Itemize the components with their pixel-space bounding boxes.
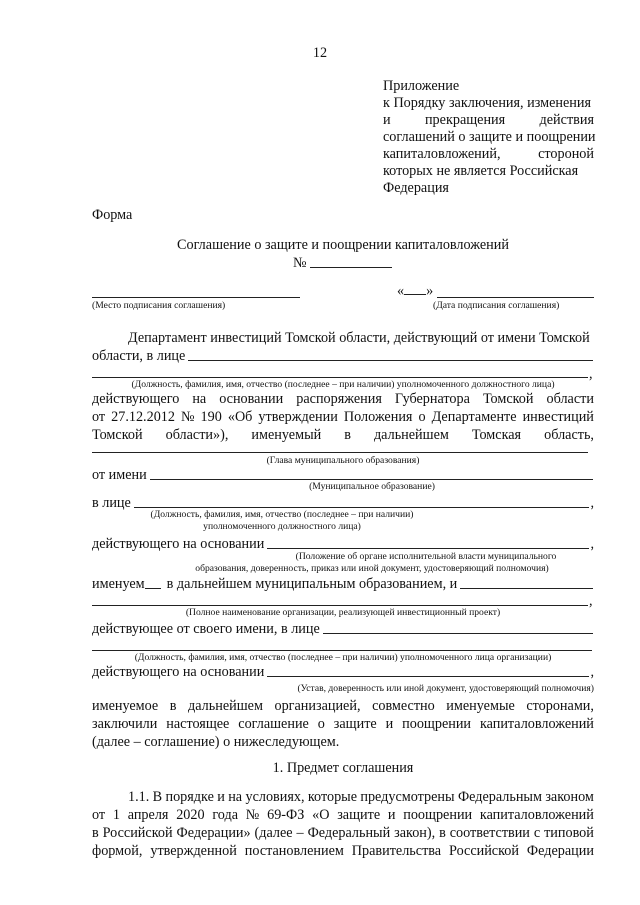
word: настоящее [166, 716, 230, 732]
word: на [228, 789, 243, 805]
word: в [92, 825, 99, 841]
word: основании [219, 391, 284, 407]
head-blank[interactable] [92, 452, 588, 453]
word: апреля [127, 807, 169, 823]
word: в [439, 825, 446, 841]
in-person-label: в лице [92, 495, 131, 511]
named-ending-blank[interactable] [145, 588, 161, 589]
word: – [296, 825, 304, 841]
word: Федеральным [457, 789, 542, 805]
date-day-blank[interactable] [404, 283, 426, 295]
date-quote-close: » [426, 283, 434, 299]
basis-line-2 [92, 408, 594, 426]
word: от [92, 807, 106, 823]
party1-person-blank[interactable] [188, 360, 593, 361]
word: соответствии [449, 825, 530, 841]
word: о [317, 716, 325, 732]
word: В [152, 789, 163, 805]
word: Губернатора [394, 391, 470, 407]
word: Томская [471, 427, 522, 443]
word: капиталовложений [479, 807, 594, 823]
annex-word: капиталовложений, [383, 146, 501, 162]
word: область, [544, 427, 594, 443]
word: условиях, [245, 789, 305, 805]
word: Томской [482, 391, 534, 407]
word: о [418, 409, 426, 425]
caption-basis-line1: (Положение об органе исполнительной власти муниципального [295, 551, 557, 562]
word: (далее [254, 825, 293, 841]
comma: , [590, 495, 594, 511]
word: порядке [165, 789, 214, 805]
word: от [92, 409, 106, 425]
word: с [533, 825, 541, 841]
caption-org: (Полное наименование организации, реализующей инвестиционный проект) [185, 607, 501, 618]
word: Томской [92, 427, 143, 443]
word: «О [312, 807, 330, 823]
annex-word: к Порядку заключения, изменения [383, 95, 591, 111]
word: и [385, 716, 394, 732]
caption-basis-line2: образования, доверенность, приказ или иной документ, удостоверяющий полномочия) [195, 563, 549, 574]
annex-word: стороной [538, 146, 594, 162]
word: организацией, [274, 698, 361, 714]
word: года [212, 807, 239, 823]
party1-intro: Департамент инвестиций Томской области, действующий от имени Томской [128, 330, 590, 346]
caption-official2-line1: (Должность, фамилия, имя, отчество (последнее – при наличии) [150, 509, 414, 520]
word: утвержденной [150, 843, 237, 859]
conclusion-line-1 [92, 697, 594, 715]
org-official-blank[interactable] [92, 650, 592, 651]
word: в [344, 427, 351, 443]
word: действующего [92, 391, 180, 407]
word: области [546, 391, 594, 407]
word: совместно [372, 698, 435, 714]
annex-line [383, 95, 594, 112]
word: Российской [449, 843, 519, 859]
word: защите [337, 807, 381, 823]
acting-basis-label: действующего на основании [92, 536, 265, 552]
word: защите [333, 716, 377, 732]
named-prefix: именуем [92, 576, 145, 592]
word: в [169, 698, 177, 714]
form-label: Форма [92, 207, 133, 223]
section1-title: 1. Предмет соглашения [272, 760, 414, 776]
org-blank[interactable] [92, 605, 588, 606]
word: законом [545, 789, 594, 805]
word: которые [307, 789, 357, 805]
annex-word: Приложение [383, 78, 460, 94]
named-line [92, 575, 594, 593]
word: Российской [102, 825, 173, 841]
word: формой, [92, 843, 143, 859]
annex-block [383, 78, 594, 197]
word: Правительства [351, 843, 442, 859]
word: 27.12.2012 [111, 409, 175, 425]
word: № [180, 409, 195, 425]
basis-line-1 [92, 390, 594, 408]
word: именуемые [446, 698, 515, 714]
word: поощрении [403, 807, 473, 823]
acting-basis2-blank[interactable] [267, 676, 589, 677]
caption-head: (Глава муниципального образования) [266, 455, 420, 466]
annex-word: и [383, 112, 391, 128]
comma: , [589, 593, 593, 609]
word: области»), [165, 427, 229, 443]
annex-line [383, 163, 594, 180]
word: 69-ФЗ [267, 807, 305, 823]
basis-line-3 [92, 426, 594, 444]
agreement-number [293, 254, 393, 272]
acting-own-label: действующее от своего имени, в лице [92, 621, 320, 637]
word: капиталовложений [479, 716, 594, 732]
word: дальнейшем [373, 427, 449, 443]
acting-basis-blank[interactable] [267, 548, 589, 549]
on-behalf-label: от имени [92, 467, 147, 483]
clause-1-1-line-1 [128, 788, 594, 806]
party1-person-line [92, 347, 594, 365]
number-sign: № [293, 255, 307, 271]
word: и [387, 807, 396, 823]
clause-1-1-line-3 [92, 824, 594, 842]
caption-org-official: (Должность, фамилия, имя, отчество (последнее – при наличии) уполномоченного лица организации) [134, 652, 552, 663]
word: дальнейшем [188, 698, 263, 714]
word: Департаменте [431, 409, 517, 425]
word: 1.1. [128, 789, 150, 805]
date-quote-open: « [397, 283, 405, 299]
date-blank[interactable] [437, 297, 594, 298]
annex-line [383, 78, 594, 95]
annex-line [383, 129, 594, 146]
official-blank[interactable] [92, 377, 588, 378]
place-blank[interactable] [92, 297, 300, 298]
conclusion-line-3: (далее – соглашение) о нижеследующем. [92, 734, 340, 750]
word: именуемое [92, 698, 159, 714]
word: на [192, 391, 207, 407]
word: 1 [112, 807, 120, 823]
annex-word: Федерация [383, 180, 449, 196]
comma: , [589, 366, 593, 382]
word: Положения [343, 409, 413, 425]
clause-1-1-line-4 [92, 842, 594, 860]
clause-1-1-line-2 [92, 806, 594, 824]
in-person-blank[interactable] [134, 507, 590, 508]
word: инвестиций [522, 409, 594, 425]
word: предусмотрены [360, 789, 455, 805]
word: соглашение [238, 716, 309, 732]
caption-charter: (Устав, доверенность или иной документ, удостоверяющий полномочия) [297, 683, 594, 694]
annex-line [383, 180, 594, 197]
annex-line [383, 146, 594, 163]
word: Федеральный [307, 825, 391, 841]
comma: , [590, 664, 594, 680]
annex-word: соглашений о защите и поощрении [383, 129, 596, 145]
word: Федерации» [176, 825, 251, 841]
word: № [245, 807, 260, 823]
word: сторонами, [526, 698, 594, 714]
date-caption: (Дата подписания соглашения) [433, 300, 560, 311]
word: «Об [227, 409, 253, 425]
word: именуемый [251, 427, 322, 443]
word: и [217, 789, 225, 805]
word: 2020 [176, 807, 205, 823]
comma: , [590, 536, 594, 552]
word: типовой [544, 825, 594, 841]
word: поощрении [402, 716, 472, 732]
word: заключили [92, 716, 158, 732]
word: Федерации [526, 843, 594, 859]
party1-person-label: области, в лице [92, 348, 186, 364]
caption-official: (Должность, фамилия, имя, отчество (последнее – при наличии) уполномоченного должностного лица) [131, 379, 555, 390]
caption-municipality: (Муниципальное образование) [309, 481, 435, 492]
place-caption: (Место подписания соглашения) [92, 300, 226, 311]
acting-basis2-label: действующего на основании [92, 664, 265, 680]
word: утверждении [258, 409, 338, 425]
municipality-blank[interactable] [150, 479, 593, 480]
acting-basis2-line [92, 663, 594, 681]
page-number: 12 [312, 45, 328, 61]
annex-word: действия [539, 112, 594, 128]
named-tail-blank[interactable] [460, 588, 593, 589]
acting-own-blank[interactable] [323, 633, 593, 634]
caption-official2-line2: уполномоченного должностного лица) [203, 521, 361, 532]
conclusion-line-2 [92, 715, 594, 733]
word: закон), [394, 825, 436, 841]
named-suffix: в дальнейшем муниципальным образованием, и [166, 576, 458, 592]
word: распоряжения [296, 391, 382, 407]
number-blank[interactable] [310, 267, 392, 268]
word: постановлением [244, 843, 344, 859]
word: 190 [200, 409, 222, 425]
acting-own-line [92, 620, 594, 638]
agreement-title: Соглашение о защите и поощрении капиталовложений [177, 237, 509, 253]
annex-word: которых не является Российская [383, 163, 579, 179]
annex-word: прекращения [424, 112, 506, 128]
annex-line [383, 112, 594, 129]
